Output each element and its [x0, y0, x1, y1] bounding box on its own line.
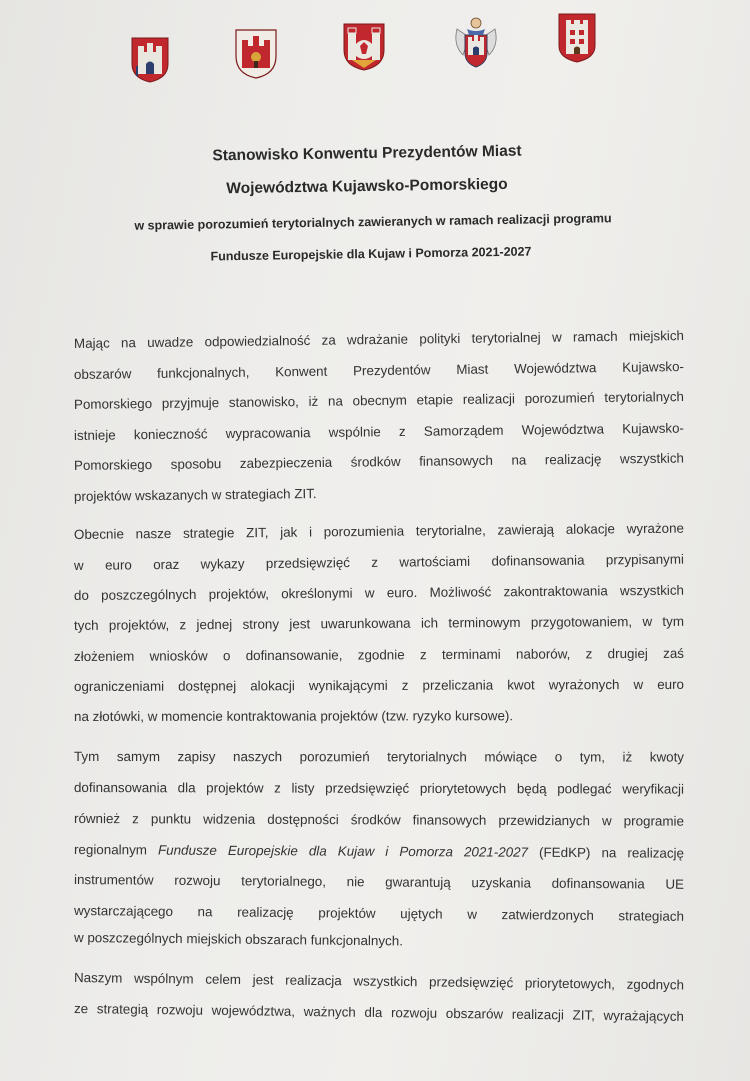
crest-4-icon	[453, 15, 499, 69]
body-line: istnieje konieczność wypracowania wspólnie z Samorządem Województwa Kujawsko-	[73, 420, 685, 443]
title-line-3: w sprawie porozumień terytorialnych zawieranych w ramach realizacji programu	[134, 211, 612, 233]
body-line: dofinansowania dla projektów z listy przedsięwzięć priorytetowych będą podlegać weryfikacji	[73, 780, 685, 797]
title-line-1: Stanowisko Konwentu Prezydentów Miast	[212, 142, 522, 165]
crest-1-icon	[130, 36, 170, 84]
body-line: w poszczególnych miejskich obszarach funkcjonalnych.	[73, 930, 404, 949]
body-line: projektów wskazanych w strategiach ZIT.	[73, 486, 317, 504]
title-line-4: Fundusze Europejskie dla Kujaw i Pomorza 2021-2027	[210, 244, 532, 264]
crest-5-icon	[557, 12, 597, 64]
body-line: tych projektów, z jednej strony jest uwarunkowana ich terminowym przygotowaniem, w tym	[73, 613, 685, 633]
body-line: ograniczeniami dostępnej alokacji wynikającymi z przeliczania kwot wyrażonych w euro	[73, 676, 685, 694]
body-line: również z punktu widzenia dostępności środków finansowych przewidzianych w programie	[73, 811, 685, 829]
title-line-2: Województwa Kujawsko-Pomorskiego	[226, 175, 508, 198]
body-line: Naszym wspólnym celem jest realizacja wszystkich przedsięwzięć priorytetowych, zgodnych	[73, 970, 685, 993]
body-line: instrumentów rozwoju terytorialnego, nie gwarantują uzyskania dofinansowania UE	[73, 872, 685, 892]
body-line: w euro oraz wykazy przedsięwzięć z wartościami dofinansowania przypisanymi	[73, 551, 685, 573]
body-line: obszarów funkcjonalnych, Konwent Prezydentów Miast Województwa Kujawsko-	[73, 359, 685, 382]
body-line: Obecnie nasze strategie ZIT, jak i porozumienia terytorialne, zawierają alokacje wyrażone	[73, 520, 685, 542]
body-line: złożeniem wniosków o dofinansowanie, zgodnie z terminami naborów, z drugiej zaś	[73, 645, 685, 664]
crest-3-icon	[342, 22, 386, 72]
body-line: regionalnym Fundusze Europejskie dla Kujaw i Pomorza 2021-2027 (FEdKP) na realizację	[73, 842, 685, 861]
body-line: Pomorskiego przyjmuje stanowisko, iż na obecnym etapie realizacji porozumień terytorialnych	[73, 389, 685, 412]
body-line: ze strategią rozwoju województwa, ważnych dla rozwoju obszarów realizacji ZIT, wyrażających	[73, 1001, 685, 1024]
body-line: Tym samym zapisy naszych porozumień terytorialnych mówiące o tym, iż kwoty	[73, 749, 685, 765]
body-line: Pomorskiego sposobu zabezpieczenia środków finansowych na realizację wszystkich	[73, 450, 685, 473]
crest-2-icon	[234, 28, 278, 80]
coats-of-arms-row	[0, 12, 750, 92]
body-line: do poszczególnych projektów, określonymi w euro. Możliwość zakontraktowania wszystkich	[73, 582, 685, 603]
body-line: wystarczającego na realizację projektów ujętych w zatwierdzonych strategiach	[73, 903, 685, 924]
body-line: na złotówki, w momencie kontraktowania projektów (tzw. ryzyko kursowe).	[73, 708, 514, 724]
body-line: Mając na uwadze odpowiedzialność za wdrażanie polityki terytorialnej w ramach miejskich	[73, 328, 685, 351]
